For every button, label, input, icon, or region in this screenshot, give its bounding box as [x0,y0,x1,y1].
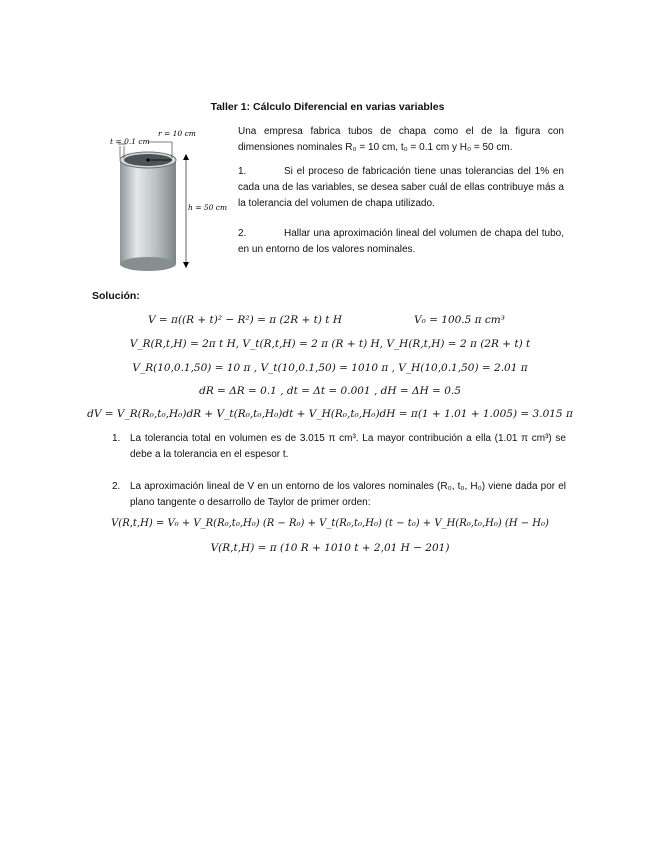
solution-heading: Solución: [92,290,140,302]
equation-partials: V_R(R,t,H) = 2π t H, V_t(R,t,H) = 2 π (R + t) H, V_H(R,t,H) = 2 π (2R + t) t [129,338,531,350]
cylinder-drawing [100,124,230,272]
answer-2-text: La aproximación lineal de V en un entorno de los valores nominales (R₀, t₀, H₀) viene dada por el plano tangente o desarrollo de Taylor de primer orden: [130,481,566,508]
figure-label-t: t = 0.1 cm [110,137,150,146]
document-title: Taller 1: Cálculo Diferencial en varias variables [210,101,445,113]
question-1-number: 1. [238,166,247,177]
figure-label-h: h = 50 cm [188,203,228,212]
question-2-number: 2. [238,228,247,239]
equation-increments: dR = ΔR = 0.1 , dt = Δt = 0.001 , dH = ΔH = 0.5 [199,385,461,397]
question-1-text: Si el proceso de fabricación tiene unas tolerancias del 1% en cada una de las variables, se desea saber cuál de ellas contribuye más a la tolerancia del volumen de chapa utilizado. [238,166,564,209]
question-2 [238,226,564,258]
question-1 [238,164,564,212]
answer-1-text: La tolerancia total en volumen es de 3.015 π cm³. La mayor contribución a ella (1.01 π cm³) se debe a la tolerancia en el espesor t. [130,433,566,460]
cylinder-figure [100,124,230,272]
answer-1 [112,431,566,463]
question-2-text: Hallar una aproximación lineal del volumen de chapa del tubo, en un entorno de los valores nominales. [238,228,564,255]
equation-nominal-volume: V₀ = 100.5 π cm³ [414,314,505,326]
equation-partials-evaluated: V_R(10,0.1,50) = 10 π , V_t(10,0.1,50) = 1010 π , V_H(10,0.1,50) = 2.01 π [132,362,528,374]
answer-1-number: 1. [112,433,121,444]
answer-2 [112,479,566,511]
equation-linear-approximation: V(R,t,H) = V₀ + V_R(R₀,t₀,H₀) (R − R₀) + V_t(R₀,t₀,H₀) (t − t₀) + V_H(R₀,t₀,H₀) (H − H₀) [111,518,549,529]
equation-volume: V = π((R + t)² − R²) = π (2R + t) t H [148,314,342,326]
equation-linear-result: V(R,t,H) = π (10 R + 1010 t + 2,01 H − 201) [210,542,450,554]
intro-paragraph: Una empresa fabrica tubos de chapa como el de la figura con dimensiones nominales R₀ = 10 cm, t₀ = 0.1 cm y H₀ = 50 cm. [238,126,564,153]
equation-differential: dV = V_R(R₀,t₀,H₀)dR + V_t(R₀,t₀,H₀)dt + V_H(R₀,t₀,H₀)dH = π(1 + 1.01 + 1.005) = 3.015 π [87,408,573,420]
figure-label-r: r = 10 cm [158,129,196,138]
answer-2-number: 2. [112,481,121,492]
